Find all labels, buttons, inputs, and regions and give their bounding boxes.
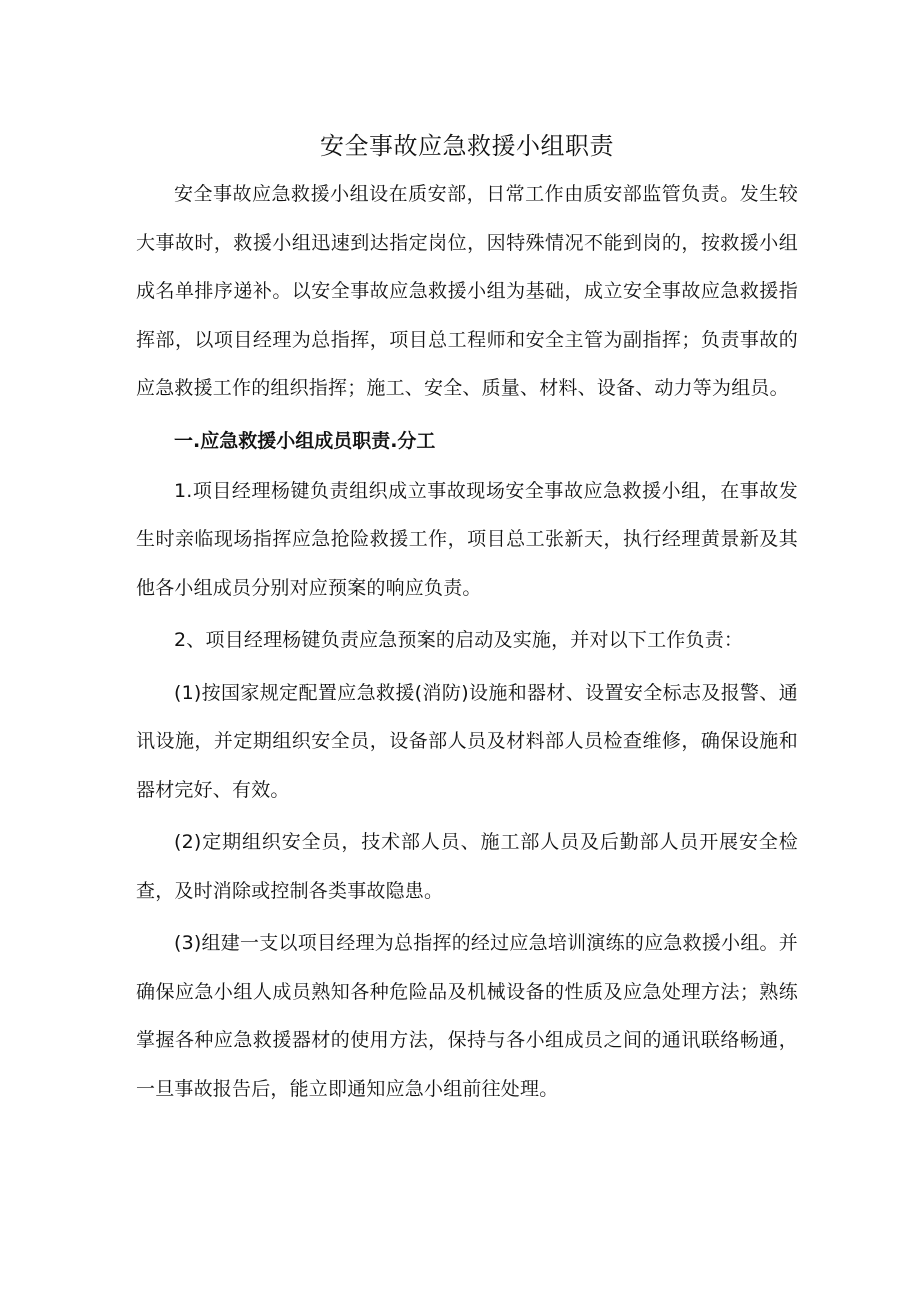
section-heading-duties: 一.应急救援小组成员职责.分工 — [174, 429, 436, 452]
sub-item-2-paragraph: (2)定期组织安全员，技术部人员、施工部人员及后勤部人员开展安全检查，及时消除或控制各类事故隐患。 — [136, 831, 798, 902]
sub-item-1-paragraph: (1)按国家规定配置应急救援(消防)设施和器材、设置安全标志及报警、通讯设施，并定期组织安全员，设备部人员及材料部人员检查维修，确保设施和器材完好、有效。 — [136, 681, 798, 801]
item-2-paragraph: 2、项目经理杨键负责应急预案的启动及实施，并对以下工作负责： — [174, 629, 744, 651]
document-body — [136, 124, 798, 1113]
sub-item-3-paragraph: (3)组建一支以项目经理为总指挥的经过应急培训演练的应急救援小组。并确保应急小组人成员熟知各种危险品及机械设备的性质及应急处理方法；熟练掌握各种应急救援器材的使用方法，保持与各小组成员之间的通讯联络畅通，一旦事故报告后，能立即通知应急小组前往处理。 — [136, 932, 798, 1100]
intro-paragraph: 安全事故应急救援小组设在质安部，日常工作由质安部监管负责。发生较大事故时，救援小组迅速到达指定岗位，因特殊情况不能到岗的，按救援小组成名单排序递补。以安全事故应急救援小组为基础，成立安全事故应急救援指挥部，以项目经理为总指挥，项目总工程师和安全主管为副指挥；负责事故的应急救援工作的组织指挥；施工、安全、质量、材料、设备、动力等为组员。 — [136, 183, 798, 399]
document-title: 安全事故应急救援小组职责 — [320, 132, 614, 160]
item-1-paragraph: 1.项目经理杨键负责组织成立事故现场安全事故应急救援小组，在事故发生时亲临现场指挥应急抢险救援工作，项目总工张新天，执行经理黄景新及其他各小组成员分别对应预案的响应负责。 — [136, 479, 798, 599]
